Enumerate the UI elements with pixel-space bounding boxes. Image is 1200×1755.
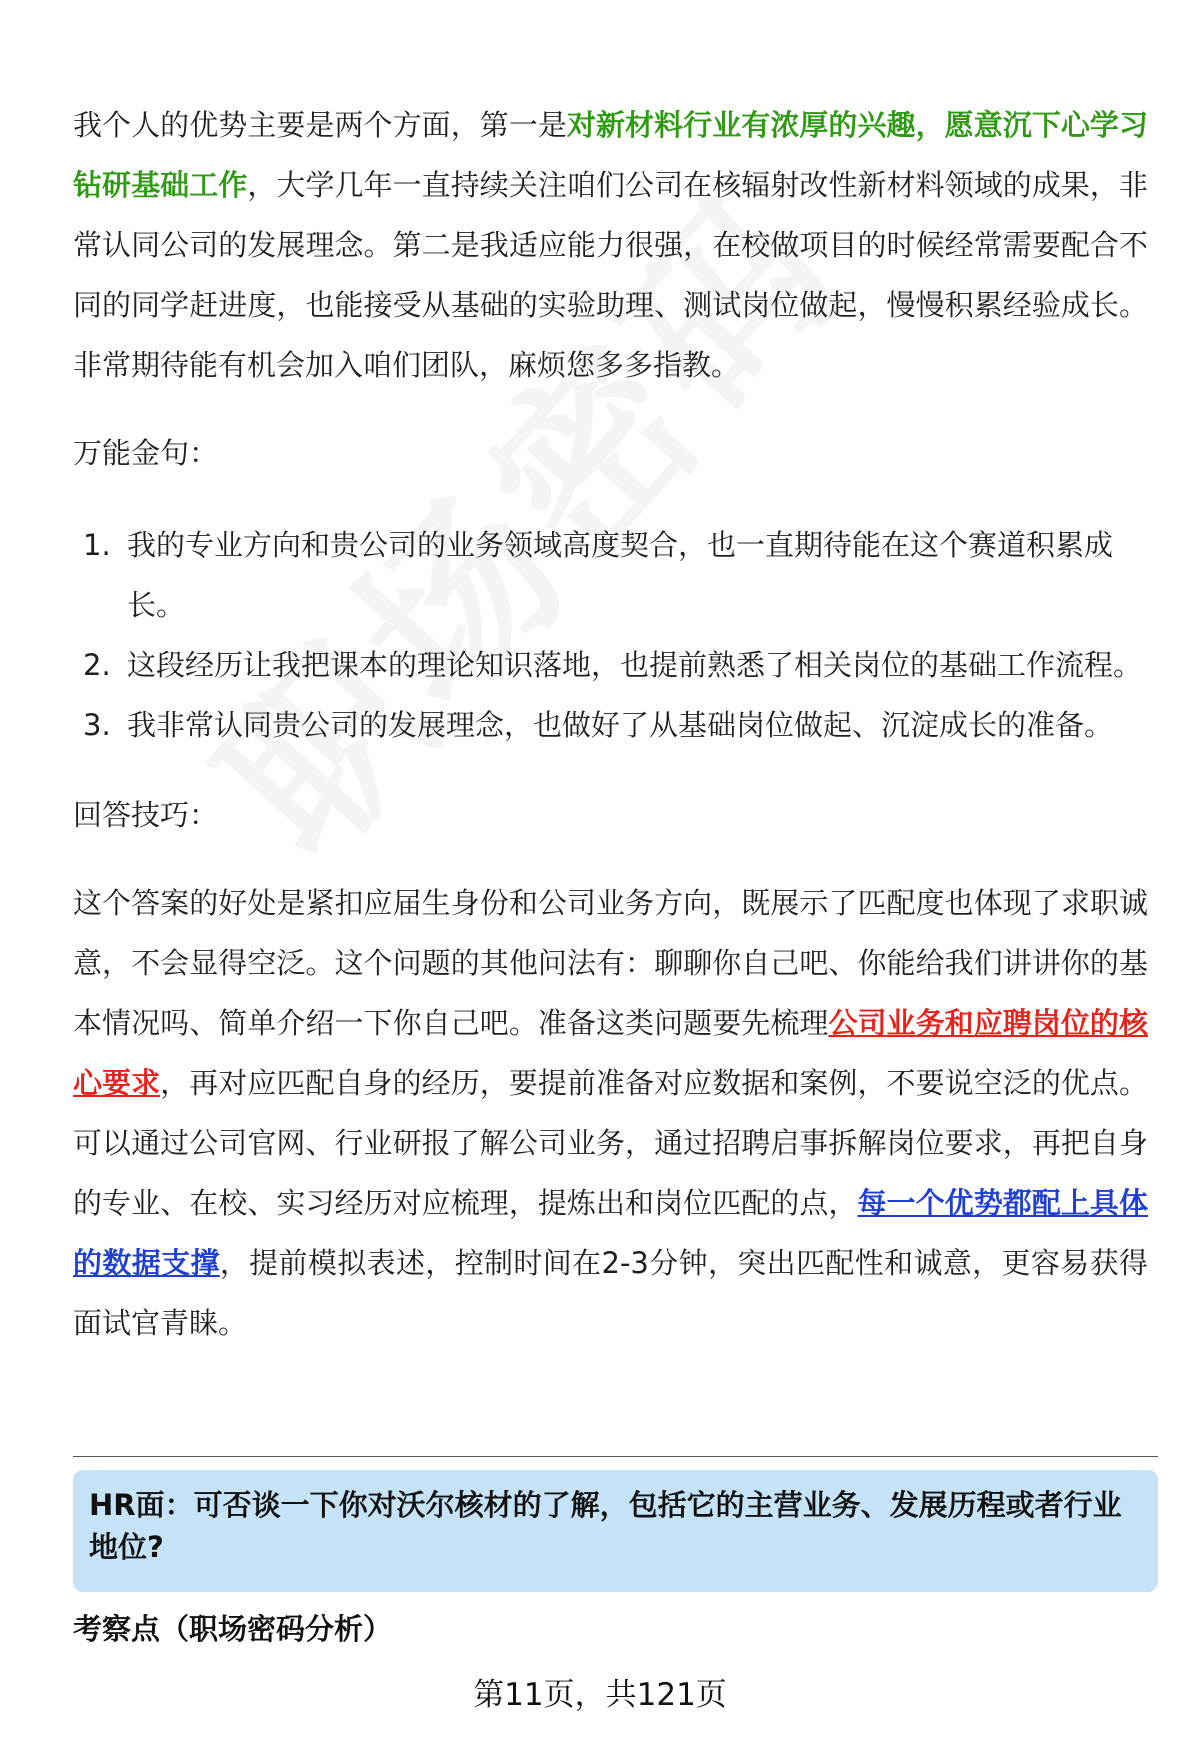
list-text: 我非常认同贵公司的发展理念，也做好了从基础岗位做起、沉淀成长的准备。 xyxy=(127,708,1114,742)
divider xyxy=(73,1456,1158,1457)
tips-text-1: 这个答案的好处是紧扣应届生身份和公司业务方向，既展示了匹配度也体现了求职诚意，不会显得空泛。这个问题的其他问法有：聊聊你自己吧、你能给我们讲讲你的基本情况吗、简单介绍一下你自己吧。准备这类问题要先梳理 xyxy=(73,886,1148,1040)
list-text: 我的专业方向和贵公司的业务领域高度契合，也一直期待能在这个赛道积累成长。 xyxy=(127,528,1114,622)
page-number: 第11页，共121页 xyxy=(473,1677,727,1713)
list-text: 这段经历让我把课本的理论知识落地，也提前熟悉了相关岗位的基础工作流程。 xyxy=(127,648,1143,682)
list-number: 3. xyxy=(83,708,111,742)
tips-highlight-blue: 每一个优势都配上具体的数据支撑 xyxy=(73,1186,1148,1280)
golden-label: 万能金句： xyxy=(73,436,219,470)
list-number: 1. xyxy=(83,528,111,562)
intro-text-before: 我个人的优势主要是两个方面，第一是 xyxy=(73,108,567,142)
hr-question: HR面：可否谈一下你对沃尔核材的了解，包括它的主营业务、发展历程或者行业地位? xyxy=(89,1488,1122,1564)
tips-highlight-red: 公司业务和应聘岗位的核心要求 xyxy=(73,1006,1148,1100)
intro-paragraph xyxy=(73,95,1148,395)
tips-label: 回答技巧： xyxy=(73,798,219,832)
golden-list xyxy=(73,515,1148,755)
tips-paragraph xyxy=(73,873,1148,1353)
list-number: 2. xyxy=(83,648,111,682)
main-content xyxy=(73,95,1148,1353)
hr-question-box xyxy=(73,1470,1158,1592)
tips-text-2: ，再对应匹配自身的经历，要提前准备对应数据和案例，不要说空泛的优点。可以通过公司官网、行业研报了解公司业务，通过招聘启事拆解岗位要求，再把自身的专业、在校、实习经历对应梳理，提炼出和岗位匹配的点， xyxy=(73,1066,1148,1220)
tips-text-3: ，提前模拟表述，控制时间在2-3分钟，突出匹配性和诚意，更容易获得面试官青睐。 xyxy=(73,1246,1148,1340)
intro-text-after: ，大学几年一直持续关注咱们公司在核辐射改性新材料领域的成果，非常认同公司的发展理念。第二是我适应能力很强，在校做项目的时候经常需要配合不同的同学赶进度，也能接受从基础的实验助理、测试岗位做起，慢慢积累经验成长。非常期待能有机会加入咱们团队，麻烦您多多指教。 xyxy=(73,168,1148,382)
list-item xyxy=(73,635,1148,695)
list-item xyxy=(73,515,1148,635)
intro-highlight: 对新材料行业有浓厚的兴趣，愿意沉下心学习钻研基础工作 xyxy=(73,108,1148,202)
section-heading: 考察点（职场密码分析） xyxy=(73,1612,393,1646)
list-item xyxy=(73,695,1148,755)
